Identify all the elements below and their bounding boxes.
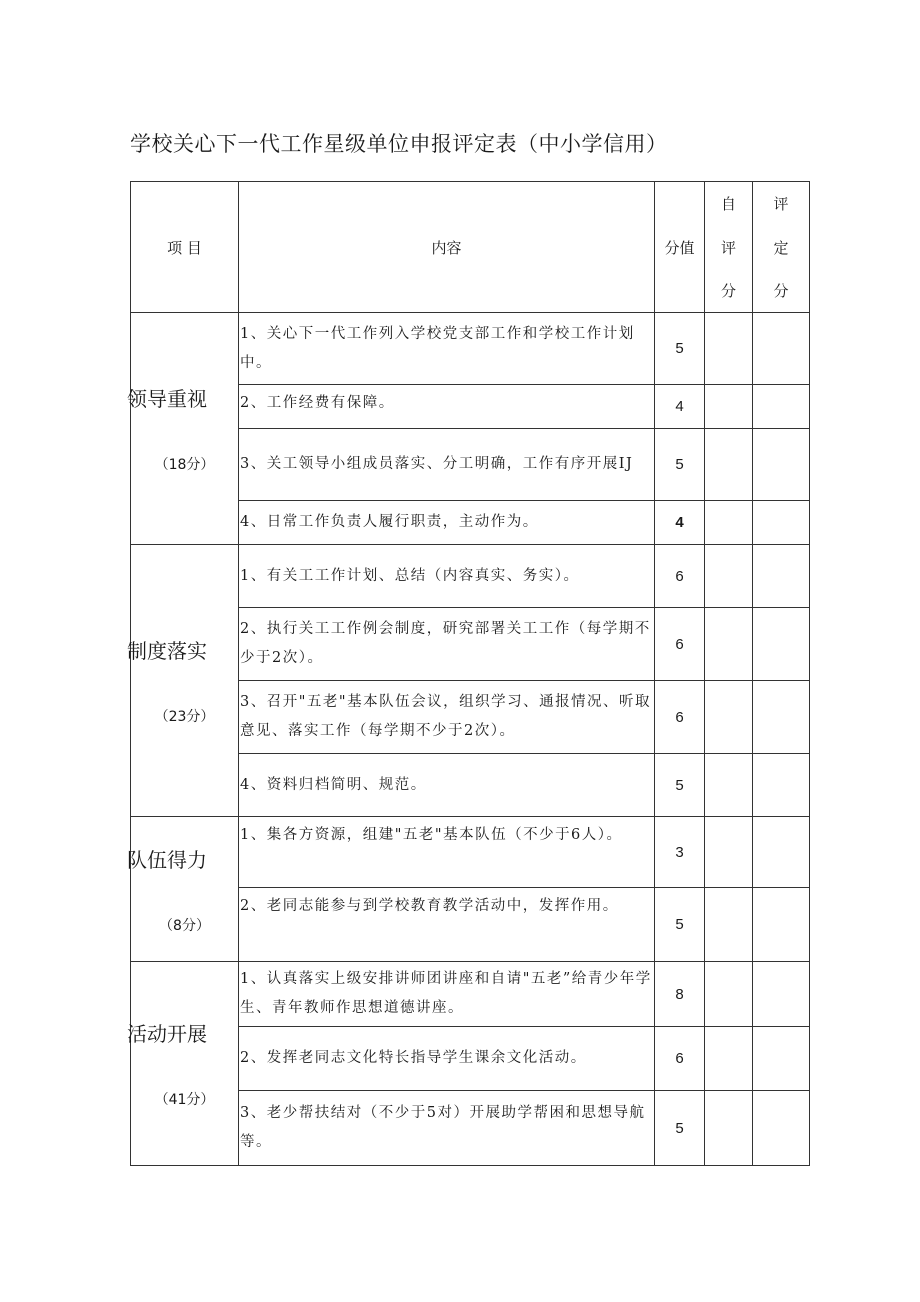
table-row — [131, 545, 810, 608]
rating-cell[interactable] — [753, 817, 810, 888]
self-eval-cell[interactable] — [705, 962, 753, 1027]
row-content: 1、集各方资源，组建"五老"基本队伍（不少于6人）。 — [239, 817, 655, 888]
header-rating-char: 分 — [773, 282, 789, 300]
row-score: 5 — [655, 888, 705, 962]
section-points: （23分） — [154, 709, 215, 725]
header-self-eval — [705, 182, 753, 313]
header-item: 项 目 — [131, 182, 239, 313]
header-score: 分值 — [655, 182, 705, 313]
section-system — [127, 545, 239, 817]
row-score: 4 — [655, 385, 705, 429]
row-content: 4、日常工作负责人履行职责，主动作为。 — [239, 501, 655, 545]
row-content: 1、认真落实上级安排讲师团讲座和自请"五老”给青少年学生、青年教师作思想道德讲座。 — [239, 962, 655, 1027]
evaluation-table — [127, 181, 810, 1166]
rating-cell[interactable] — [753, 1027, 810, 1091]
section-leadership — [127, 313, 239, 545]
row-content: 3、召开"五老"基本队伍会议，组织学习、通报情况、听取意见、落实工作（每学期不少于2次）。 — [239, 681, 655, 754]
section-name: 领导重视 — [127, 387, 207, 411]
rating-cell[interactable] — [753, 681, 810, 754]
section-points: （41分） — [154, 1092, 215, 1108]
row-content: 3、关工领导小组成员落实、分工明确，工作有序开展IJ — [239, 429, 655, 501]
self-eval-cell[interactable] — [705, 429, 753, 501]
header-content: 内容 — [239, 182, 655, 313]
row-content: 1、关心下一代工作列入学校党支部工作和学校工作计划中。 — [239, 313, 655, 385]
rating-cell[interactable] — [753, 313, 810, 385]
section-team — [127, 817, 239, 962]
row-score: 5 — [655, 313, 705, 385]
self-eval-cell[interactable] — [705, 313, 753, 385]
self-eval-cell[interactable] — [705, 888, 753, 962]
rating-cell[interactable] — [753, 545, 810, 608]
row-score: 6 — [655, 1027, 705, 1091]
self-eval-cell[interactable] — [705, 501, 753, 545]
self-eval-cell[interactable] — [705, 754, 753, 817]
row-content: 2、执行关工工作例会制度，研究部署关工工作（每学期不少于2次）。 — [239, 608, 655, 681]
row-score: 6 — [655, 608, 705, 681]
row-score: 8 — [655, 962, 705, 1027]
section-points: （8分） — [159, 917, 210, 934]
section-points: （18分） — [154, 457, 215, 473]
section-activities — [127, 962, 239, 1166]
section-name: 队伍得力 — [127, 847, 207, 872]
header-self-eval-char: 分 — [720, 282, 736, 300]
self-eval-cell[interactable] — [705, 1027, 753, 1091]
rating-cell[interactable] — [753, 385, 810, 429]
page-title: 学校关心下一代工作星级单位申报评定表（中小学信用） — [130, 132, 668, 156]
header-self-eval-char: 评 — [720, 238, 736, 257]
row-score: 5 — [655, 1091, 705, 1166]
rating-cell[interactable] — [753, 608, 810, 681]
self-eval-cell[interactable] — [705, 817, 753, 888]
row-content: 1、有关工工作计划、总结（内容真实、务实）。 — [239, 545, 655, 608]
header-self-eval-char: 自 — [720, 195, 736, 213]
self-eval-cell[interactable] — [705, 681, 753, 754]
section-name: 活动开展 — [127, 1022, 207, 1046]
self-eval-cell[interactable] — [705, 385, 753, 429]
rating-cell[interactable] — [753, 501, 810, 545]
row-score: 6 — [655, 545, 705, 608]
header-rating — [753, 182, 810, 313]
section-name: 制度落实 — [127, 639, 207, 663]
row-score: 5 — [655, 429, 705, 501]
rating-cell[interactable] — [753, 754, 810, 817]
rating-cell[interactable] — [753, 1091, 810, 1166]
table-row — [131, 817, 810, 888]
rating-cell[interactable] — [753, 962, 810, 1027]
table-row — [131, 962, 810, 1027]
row-content: 3、老少帮扶结对（不少于5对）开展助学帮困和思想导航等。 — [239, 1091, 655, 1166]
header-rating-char: 定 — [773, 238, 789, 257]
self-eval-cell[interactable] — [705, 1091, 753, 1166]
row-score: 6 — [655, 681, 705, 754]
row-content: 4、资料归档简明、规范。 — [239, 754, 655, 817]
row-content: 2、老同志能参与到学校教育教学活动中，发挥作用。 — [239, 888, 655, 962]
rating-cell[interactable] — [753, 888, 810, 962]
row-content: 2、工作经费有保障。 — [239, 385, 655, 429]
self-eval-cell[interactable] — [705, 545, 753, 608]
header-rating-char: 评 — [773, 195, 789, 213]
row-score: 4 — [655, 501, 705, 545]
row-score: 3 — [655, 817, 705, 888]
table-row — [131, 313, 810, 385]
header-row — [131, 182, 810, 313]
rating-cell[interactable] — [753, 429, 810, 501]
row-score: 5 — [655, 754, 705, 817]
self-eval-cell[interactable] — [705, 608, 753, 681]
row-content: 2、发挥老同志文化特长指导学生课余文化活动。 — [239, 1027, 655, 1091]
